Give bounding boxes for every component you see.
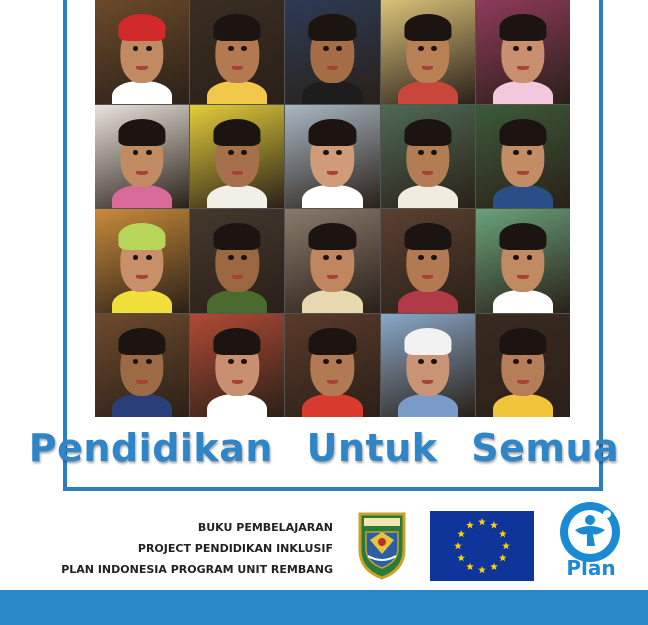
eu-star bbox=[502, 542, 510, 549]
plan-wordmark: Plan bbox=[566, 556, 616, 580]
photo-collage bbox=[95, 0, 570, 417]
subtitle-block bbox=[61, 517, 333, 580]
child-photo bbox=[190, 0, 284, 104]
eu-star bbox=[490, 521, 498, 528]
cover-title: Pendidikan Untuk Semua bbox=[28, 426, 620, 470]
child-photo bbox=[476, 314, 570, 418]
child-photo bbox=[476, 105, 570, 209]
child-photo bbox=[381, 0, 475, 104]
eu-flag-icon bbox=[430, 511, 534, 581]
subtitle-line-3: PLAN INDONESIA PROGRAM UNIT REMBANG bbox=[61, 563, 333, 576]
child-photo bbox=[285, 105, 379, 209]
eu-star bbox=[457, 554, 465, 561]
eu-star bbox=[466, 563, 474, 570]
eu-stars-icon bbox=[430, 511, 534, 581]
child-photo bbox=[95, 105, 189, 209]
child-photo bbox=[95, 314, 189, 418]
child-photo bbox=[381, 105, 475, 209]
eu-star bbox=[478, 518, 486, 525]
eu-star bbox=[499, 530, 507, 537]
child-photo bbox=[95, 209, 189, 313]
subtitle-line-2: PROJECT PENDIDIKAN INKLUSIF bbox=[137, 542, 333, 555]
bottom-band bbox=[0, 590, 648, 625]
eu-star bbox=[478, 566, 486, 573]
child-photo bbox=[381, 314, 475, 418]
eu-star bbox=[457, 530, 465, 537]
child-photo bbox=[285, 209, 379, 313]
child-photo bbox=[190, 314, 284, 418]
child-photo bbox=[285, 314, 379, 418]
eu-star bbox=[499, 554, 507, 561]
child-photo bbox=[476, 0, 570, 104]
eu-star bbox=[490, 563, 498, 570]
child-photo bbox=[190, 209, 284, 313]
child-photo bbox=[190, 105, 284, 209]
regency-crest-icon bbox=[356, 510, 408, 580]
child-photo bbox=[95, 0, 189, 104]
child-photo bbox=[285, 0, 379, 104]
subtitle-line-1: BUKU PEMBELAJARAN bbox=[197, 521, 333, 534]
eu-star bbox=[454, 542, 462, 549]
child-photo bbox=[476, 209, 570, 313]
child-photo bbox=[381, 209, 475, 313]
eu-star bbox=[466, 521, 474, 528]
